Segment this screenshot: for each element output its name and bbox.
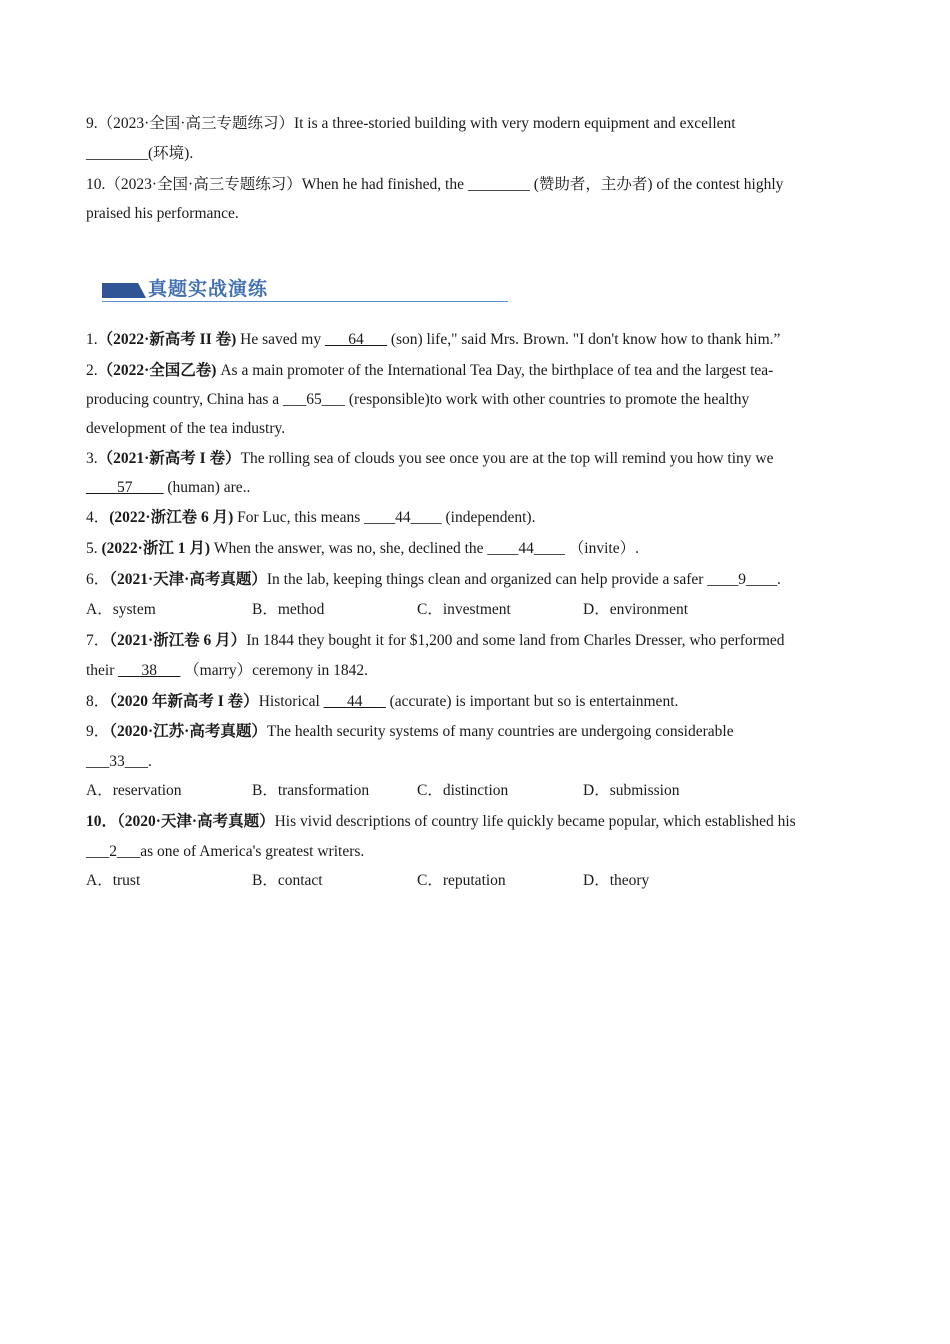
section-header	[102, 276, 508, 304]
answer-blank: ____57____	[86, 479, 164, 496]
item-number: 9.	[86, 115, 98, 132]
section-bar-icon	[102, 283, 146, 298]
question-2-line2	[86, 390, 749, 410]
question-source: （2022·全国乙卷)	[97, 362, 217, 379]
question-2-line3	[86, 419, 285, 439]
option-d[interactable]: D．theory	[583, 872, 650, 889]
question-7-line1	[86, 631, 785, 651]
question-text: In the lab, keeping things clean and organized can help provide a safer ____9____.	[266, 571, 781, 588]
question-text: (human) are..	[163, 479, 251, 496]
answer-blank: ___38___	[118, 662, 181, 679]
question-number: 6．	[86, 571, 110, 588]
top-item-9-line2	[86, 144, 193, 164]
question-10-line2	[86, 842, 364, 862]
top-item-10-line2	[86, 204, 239, 224]
question-text: Historical	[258, 693, 324, 710]
question-text: development of the tea industry.	[86, 420, 286, 437]
question-text: The rolling sea of clouds you see once you are at the top will remind you how tiny we	[240, 450, 774, 467]
question-3-line1	[86, 449, 773, 469]
question-text: As a main promoter of the International Tea Day, the birthplace of tea and the largest tea-	[216, 362, 774, 379]
option-d[interactable]: D．submission	[583, 782, 680, 799]
section-title: 真题实战演练	[148, 278, 269, 300]
question-source: （2021·新高考 I 卷）	[97, 450, 241, 467]
question-3-line2	[86, 478, 250, 498]
question-9-options	[86, 781, 866, 801]
question-number: 5.	[86, 540, 98, 557]
top-item-10-line1	[86, 175, 783, 195]
question-1	[86, 330, 780, 350]
item-text: It is a three-storied building with very modern equipment and excellent	[293, 115, 736, 132]
question-9-line2	[86, 752, 152, 772]
question-text: ___2___as one of America's greatest writers.	[86, 843, 365, 860]
option-a[interactable]: A．system	[86, 601, 156, 618]
question-6	[86, 570, 781, 590]
item-number: 10.	[86, 176, 106, 193]
option-b[interactable]: B．transformation	[252, 782, 370, 799]
item-source: （2023·全国·高三专题练习）	[97, 115, 294, 132]
question-text: their	[86, 662, 119, 679]
question-source: （2020·天津·高考真题）	[117, 813, 275, 830]
item-text: praised his performance.	[86, 205, 239, 222]
question-source: （2020·江苏·高考真题）	[109, 723, 267, 740]
option-c[interactable]: C．distinction	[417, 782, 509, 799]
question-text: The health security systems of many countries are undergoing considerable	[266, 723, 734, 740]
question-number: 10．	[86, 813, 118, 830]
question-source: （2022·新高考 II 卷)	[97, 331, 237, 348]
option-b[interactable]: B．contact	[252, 872, 323, 889]
option-c[interactable]: C．reputation	[417, 872, 506, 889]
question-text: (accurate) is important but so is entertainment.	[385, 693, 679, 710]
question-source: (2022·浙江卷 6 月)	[109, 509, 234, 526]
item-text: ________(环境).	[86, 145, 194, 162]
question-5	[86, 539, 639, 559]
option-a[interactable]: A．reservation	[86, 782, 182, 799]
option-b[interactable]: B．method	[252, 601, 325, 618]
question-text: In 1844 they bought it for $1,200 and some land from Charles Dresser, who performed	[246, 632, 785, 649]
question-number: 4．	[86, 509, 110, 526]
section-divider	[102, 301, 508, 302]
question-text: (son) life," said Mrs. Brown. "I don't know how to thank him.”	[386, 331, 781, 348]
question-10-line1	[86, 812, 796, 832]
question-number: 9．	[86, 723, 110, 740]
question-source: （2021·天津·高考真题）	[109, 571, 267, 588]
question-9-line1	[86, 722, 734, 742]
question-10-options	[86, 871, 866, 891]
question-text: He saved my	[236, 331, 325, 348]
question-text: ___33___.	[86, 753, 152, 770]
question-number: 8．	[86, 693, 110, 710]
top-item-9-line1	[86, 114, 736, 134]
question-number: 7．	[86, 632, 110, 649]
option-a[interactable]: A．trust	[86, 872, 141, 889]
answer-blank: ___64___	[324, 331, 387, 348]
item-text: When he had finished, the ________ (赞助者，主办者) of the contest highly	[301, 176, 784, 193]
question-number: 2.	[86, 362, 98, 379]
question-7-line2	[86, 661, 368, 681]
option-d[interactable]: D．environment	[583, 601, 689, 618]
question-source: （2021·浙江卷 6 月）	[109, 632, 247, 649]
question-6-options	[86, 600, 866, 620]
question-text: His vivid descriptions of country life quickly became popular, which established his	[274, 813, 796, 830]
question-text: When the answer, was no, she, declined the ____44____ （invite）.	[210, 540, 639, 557]
option-c[interactable]: C．investment	[417, 601, 511, 618]
item-source: （2023·全国·高三专题练习）	[105, 176, 302, 193]
question-source: (2022·浙江 1 月)	[97, 540, 210, 557]
question-2-line1	[86, 361, 773, 381]
question-text: （marry）ceremony in 1842.	[180, 662, 368, 679]
question-number: 1.	[86, 331, 98, 348]
question-4	[86, 508, 535, 528]
answer-blank: ___44___	[323, 693, 386, 710]
question-8	[86, 692, 678, 712]
question-text: For Luc, this means ____44____ (independent).	[233, 509, 536, 526]
question-number: 3.	[86, 450, 98, 467]
question-text: producing country, China has a ___65___ (responsible)to work with other countries to promote the healthy	[86, 391, 750, 408]
question-source: （2020 年新高考 I 卷）	[109, 693, 259, 710]
